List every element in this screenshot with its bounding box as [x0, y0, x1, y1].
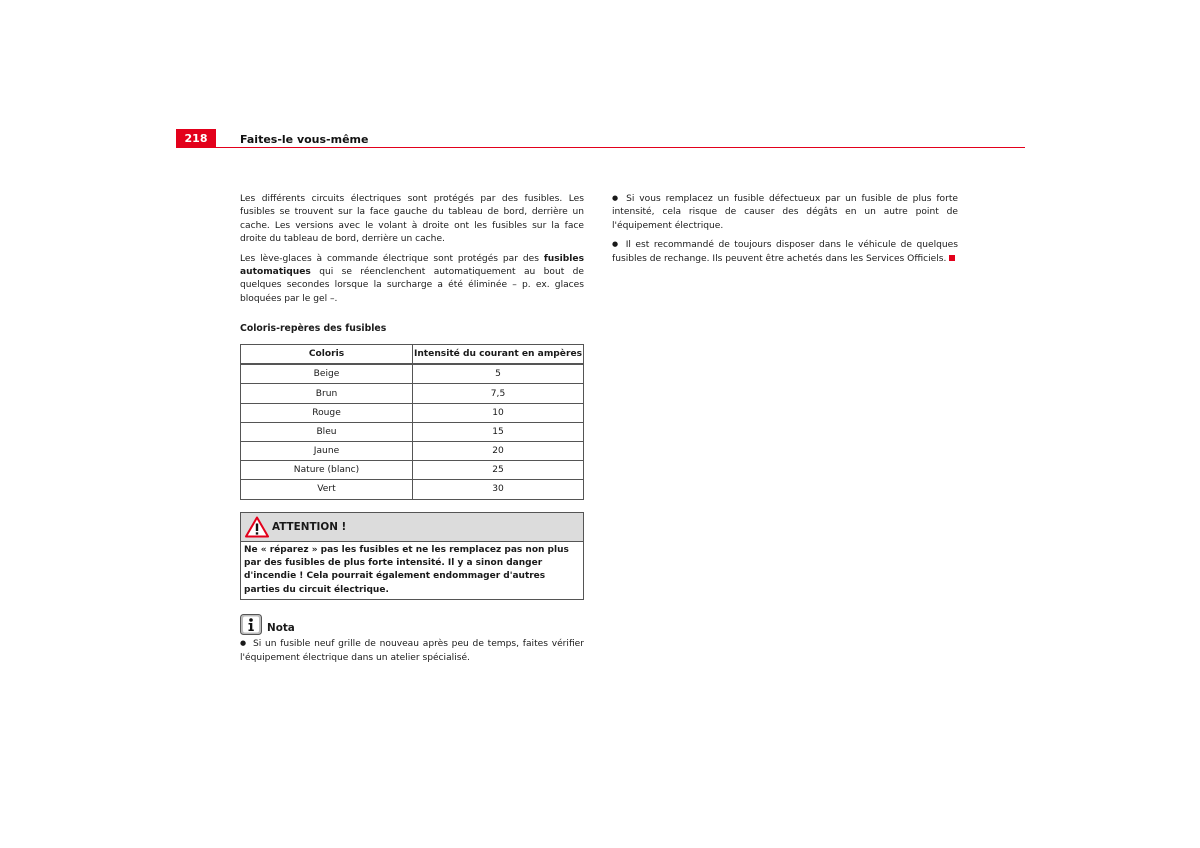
- cell-color: Bleu: [241, 422, 413, 441]
- page-header: [176, 129, 1025, 148]
- cell-amperage: 10: [413, 403, 584, 422]
- end-of-section-marker: [949, 255, 955, 261]
- right-bullet-item-last: [612, 239, 958, 266]
- info-icon: [240, 614, 262, 639]
- page-number: 218: [176, 129, 216, 148]
- warning-header: [241, 513, 583, 542]
- warning-triangle-icon: [245, 516, 269, 542]
- para2-text-end: qui se réenclenchent automatiquement au bout de quelques secondes lorsque la surcharge a été éliminée – p. ex. glaces bloquées par le gel –.: [240, 267, 584, 304]
- note-title: Nota: [267, 622, 295, 635]
- right-column: [612, 193, 958, 272]
- table-row: [241, 461, 584, 480]
- table-header-row: [241, 345, 584, 365]
- cell-amperage: 20: [413, 442, 584, 461]
- intro-paragraph: Les différents circuits électriques sont protégés par des fusibles. Les fusibles se trouvent sur la face gauche du tableau de bord, derrière un cache. Les versions avec le volant à droite ont les fusibles sur la face droite du tableau de bord, derrière un cache.: [240, 194, 584, 245]
- cell-color: Vert: [241, 480, 413, 499]
- section-title: Faites-le vous-même: [240, 133, 369, 146]
- warning-text: Ne « réparez » pas les fusibles et ne les remplacez pas non plus par des fusibles de plus forte intensité. Il y a sinon danger d'incendie ! Cela pourrait également endommager d'autres parties du circuit électrique.: [244, 544, 569, 595]
- header-rule: [216, 147, 1025, 148]
- note-header: [240, 614, 584, 636]
- cell-amperage: 30: [413, 480, 584, 499]
- cell-color: Brun: [241, 384, 413, 403]
- fuse-color-table: [240, 344, 584, 499]
- table-row: [241, 384, 584, 403]
- table-row: [241, 403, 584, 422]
- col-header-color: Coloris: [241, 345, 413, 365]
- table-row: [241, 442, 584, 461]
- cell-color: Nature (blanc): [241, 461, 413, 480]
- table-row: [241, 480, 584, 499]
- cell-color: Beige: [241, 364, 413, 384]
- cell-amperage: 7,5: [413, 384, 584, 403]
- window-fuse-paragraph: [240, 253, 584, 307]
- warning-title: ATTENTION !: [272, 520, 347, 533]
- table-row: [241, 364, 584, 384]
- cell-amperage: 25: [413, 461, 584, 480]
- para2-text-start: Les lève-glaces à commande électrique sont protégés par des: [240, 253, 544, 264]
- right-bullet-item: ● Si vous remplacez un fusible défectueux par un fusible de plus forte intensité, cela risque de causer des dégâts en un autre point de l'équipement électrique.: [612, 193, 958, 233]
- right-item2-text: ● Il est recommandé de toujours disposer dans le véhicule de quelques fusibles de rechange. Ils peuvent être achetés dans les Services Officiels.: [612, 240, 958, 263]
- table-title: Coloris-repères des fusibles: [240, 323, 387, 335]
- para2-bold-term: fusibles automatiques: [240, 253, 584, 278]
- cell-color: Rouge: [241, 403, 413, 422]
- left-column: [240, 193, 584, 671]
- col-header-amperage: Intensité du courant en ampères: [413, 345, 584, 365]
- cell-amperage: 15: [413, 422, 584, 441]
- cell-color: Jaune: [241, 442, 413, 461]
- warning-box: [240, 512, 584, 601]
- note-item: ● Si un fusible neuf grille de nouveau après peu de temps, faites vérifier l'équipement électrique dans un atelier spécialisé.: [240, 638, 584, 665]
- cell-amperage: 5: [413, 364, 584, 384]
- table-row: [241, 422, 584, 441]
